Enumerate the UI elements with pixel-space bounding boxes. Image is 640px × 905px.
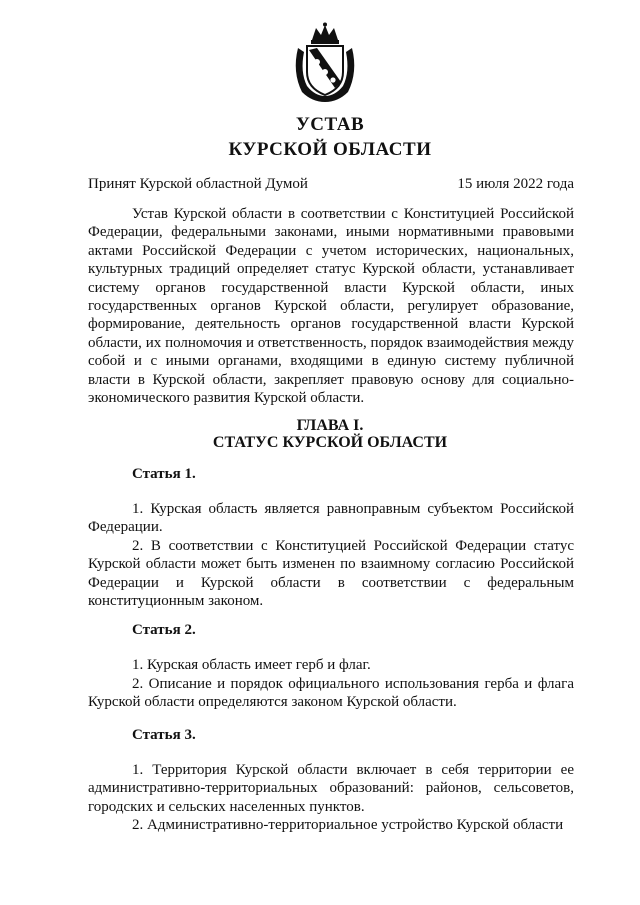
article-paragraph: 2. В соответствии с Конституцией Российской Федерации статус Курской области может быть изменен по взаимному согласию Российской Федерации и Курской области в соответствии с федеральным конституционным законом.	[88, 538, 574, 610]
article-title: Статья 1.	[132, 466, 196, 482]
document-title: УСТАВ	[295, 114, 365, 135]
article-title: Статья 2.	[132, 622, 196, 638]
article-title: Статья 3.	[132, 727, 196, 743]
article-paragraph: 2. Административно-территориальное устройство Курской области	[132, 817, 564, 833]
article-paragraph: 1. Территория Курской области включает в себя территории ее административно-территориальных образований: районов, сельсоветов, городских и сельских населенных пунктов.	[88, 762, 574, 815]
article-paragraph: 1. Курская область имеет герб и флаг.	[132, 657, 371, 673]
preamble: Устав Курской области в соответствии с Конституцией Российской Федерации, федеральными законами, иными нормативными правовыми актами Российской Федерации с учетом исторических, национальных, культурных традиций определяет статус Курской области, устанавливает систему органов государственной власти Курской области, иных государственных органов Курской области, регулирует образование, формирование, деятельность органов государственной власти Курской области, их полномочия и ответственность, порядок взаимодействия между собой и с иными органами, входящими в единую систему публичной власти в Курской области, закрепляет правовую основу для социально-экономического развития Курской области.	[88, 206, 574, 407]
document-subtitle: КУРСКОЙ ОБЛАСТИ	[228, 139, 432, 160]
article-paragraph: 1. Курская область является равноправным субъектом Российской Федерации.	[88, 501, 574, 536]
kursk-coat-of-arms-icon	[290, 22, 360, 104]
chapter-number: ГЛАВА I.	[296, 417, 364, 434]
article-paragraph: 2. Описание и порядок официального использования герба и флага Курской области определяются законом Курской области.	[88, 676, 574, 711]
adoption-date: 15 июля 2022 года	[457, 176, 574, 192]
chapter-title: СТАТУС КУРСКОЙ ОБЛАСТИ	[212, 434, 448, 451]
adopted-by: Принят Курской областной Думой	[88, 176, 308, 192]
